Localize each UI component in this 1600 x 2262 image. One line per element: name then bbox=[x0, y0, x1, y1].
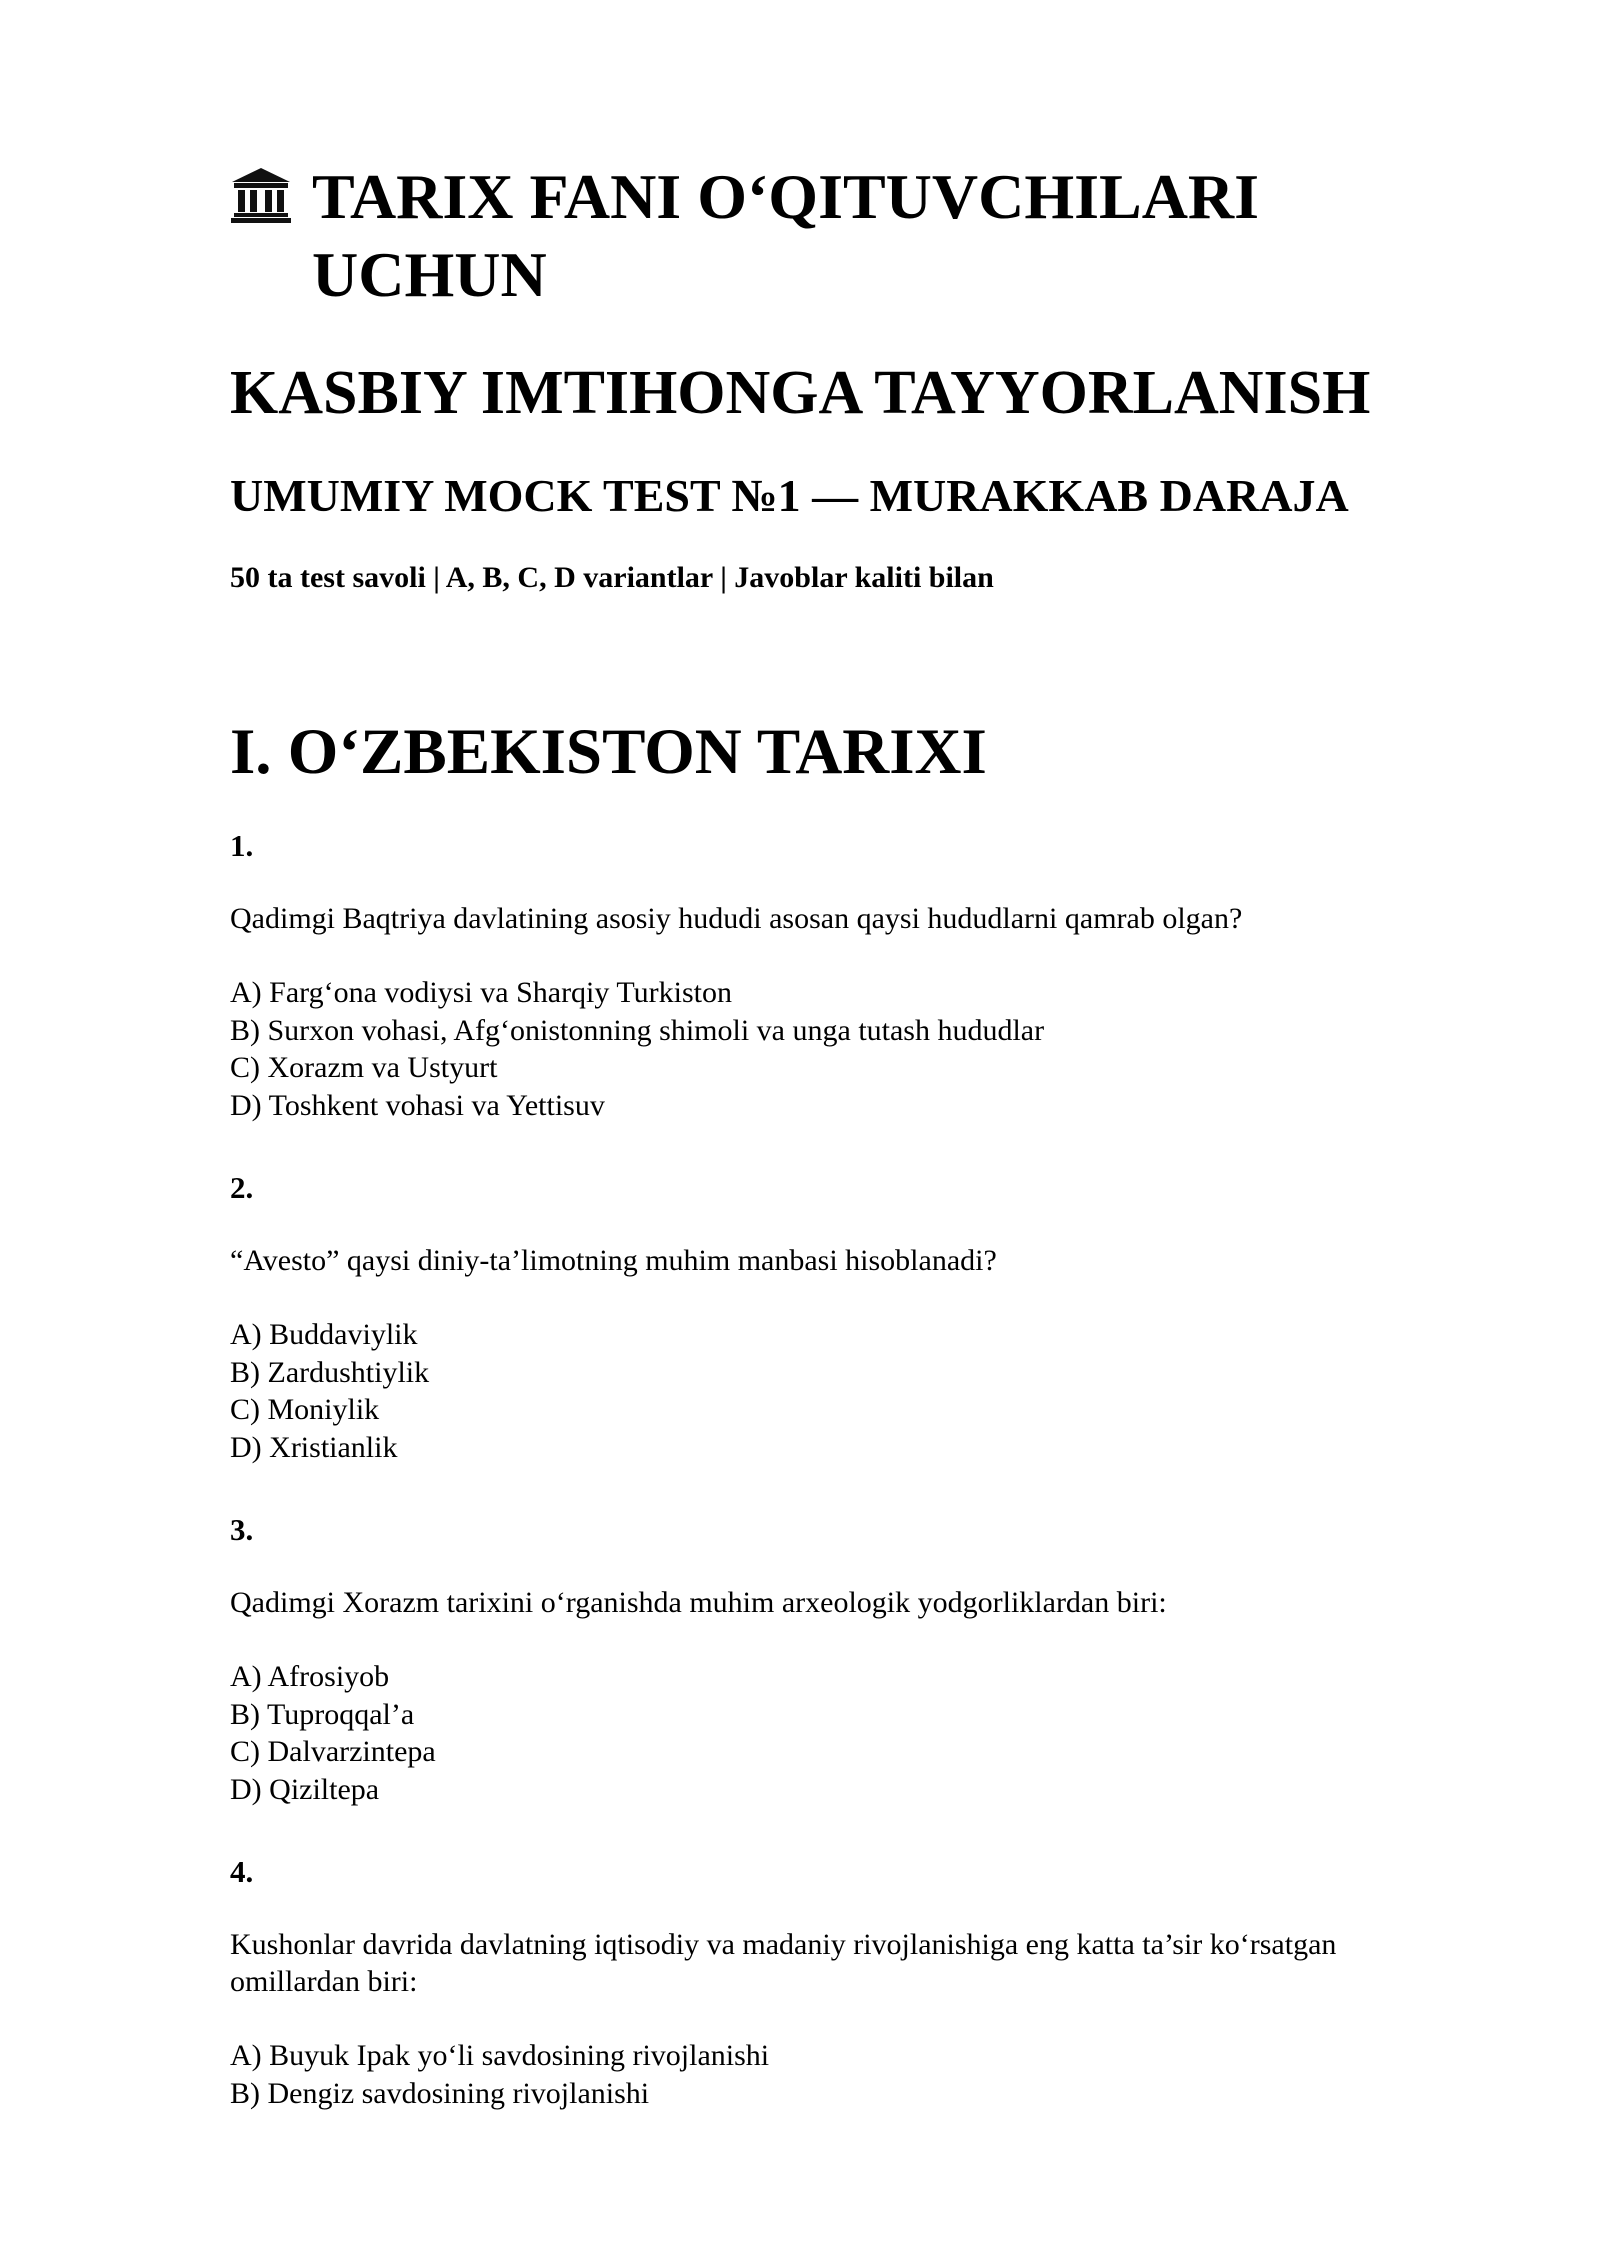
question-3 bbox=[230, 1510, 1450, 1808]
question-text-line-2: omillardan biri: bbox=[230, 1965, 418, 1998]
page-title-line-1: TARIX FANI O‘QITUVCHILARI bbox=[312, 161, 1260, 232]
option-c: C) Xorazm va Ustyurt bbox=[230, 1051, 498, 1084]
question-1 bbox=[230, 826, 1450, 1124]
option-c: C) Moniylik bbox=[230, 1393, 380, 1426]
option-d: D) Qiziltepa bbox=[230, 1772, 380, 1806]
section-title: I. O‘ZBEKISTON TARIXI bbox=[230, 716, 987, 788]
question-number: 4. bbox=[230, 1854, 254, 1889]
page-title-2: KASBIY IMTIHONGA TAYYORLANISH bbox=[230, 359, 1371, 427]
option-b: B) Surxon vohasi, Afg‘onistonning shimoli va unga tutash hududlar bbox=[230, 1013, 1045, 1047]
options-list bbox=[230, 2037, 1450, 2112]
options-list bbox=[230, 1658, 1450, 1808]
page-title-3: UMUMIY MOCK TEST №1 — MURAKKAB DARAJA bbox=[230, 470, 1349, 521]
question-number: 2. bbox=[230, 1170, 254, 1205]
title-block bbox=[230, 158, 1450, 314]
question-4 bbox=[230, 1852, 1450, 2112]
options-list bbox=[230, 974, 1450, 1124]
option-a: A) Buyuk Ipak yo‘li savdosining rivojlanishi bbox=[230, 2039, 770, 2072]
option-d: D) Toshkent vohasi va Yettisuv bbox=[230, 1088, 605, 1122]
option-d: D) Xristianlik bbox=[230, 1430, 398, 1464]
option-b: B) Dengiz savdosining rivojlanishi bbox=[230, 2076, 650, 2110]
question-2 bbox=[230, 1168, 1450, 1466]
option-c: C) Dalvarzintepa bbox=[230, 1735, 436, 1768]
question-number: 1. bbox=[230, 828, 254, 863]
question-text: Qadimgi Xorazm tarixini o‘rganishda muhim arxeologik yodgorliklardan biri: bbox=[230, 1586, 1167, 1619]
option-b: B) Tuproqqal’a bbox=[230, 1697, 415, 1731]
question-text-line-1: Kushonlar davrida davlatning iqtisodiy va madaniy rivojlanishiga eng katta ta’sir ko‘rsatgan bbox=[230, 1928, 1337, 1961]
question-number: 3. bbox=[230, 1512, 254, 1547]
question-text: “Avesto” qaysi diniy-ta’limotning muhim manbasi hisoblanadi? bbox=[230, 1244, 997, 1277]
option-a: A) Farg‘ona vodiysi va Sharqiy Turkiston bbox=[230, 976, 732, 1009]
options-list bbox=[230, 1316, 1450, 1466]
option-b: B) Zardushtiylik bbox=[230, 1355, 430, 1389]
option-a: A) Afrosiyob bbox=[230, 1660, 390, 1693]
bank-building-icon bbox=[230, 166, 292, 224]
option-a: A) Buddaviylik bbox=[230, 1318, 418, 1351]
page-title-line-2: UCHUN bbox=[312, 239, 547, 310]
question-text: Qadimgi Baqtriya davlatining asosiy hududi asosan qaysi hududlarni qamrab olgan? bbox=[230, 902, 1243, 935]
page-subtitle: 50 ta test savoli | A, B, C, D variantlar | Javoblar kaliti bilan bbox=[230, 561, 994, 594]
